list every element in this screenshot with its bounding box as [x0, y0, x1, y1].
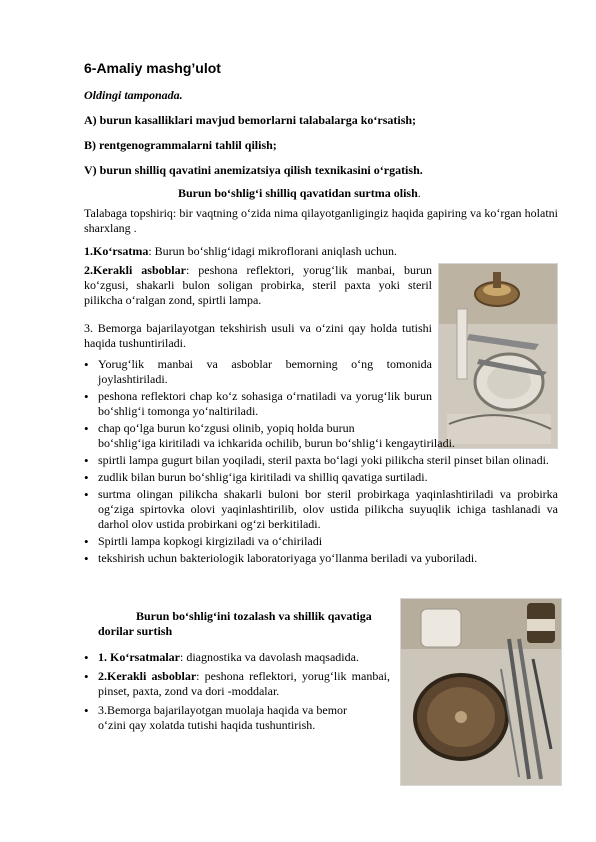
list-item: • peshona reflektori chap ko‘z sohasiga o‘rnatiladi va yorug‘lik burun bo‘shlig‘i tomonga yo‘naltiriladi. [84, 389, 432, 419]
list-item: • Yorug‘lik manbai va asboblar bemorning o‘ng tomonida joylashtiriladi. [84, 357, 432, 387]
objective-v: V) burun shilliq qavatini anemizatsiya qilish texnikasini o‘rgatish. [84, 163, 423, 177]
section2-list [84, 650, 390, 733]
objective-a: A) burun kasalliklari mavjud bemorlarni talabalarga ko‘rsatish; [84, 113, 417, 127]
section1-item1-text: : Burun bo‘shlig‘idagi mikroflorani aniqlash uchun. [148, 244, 397, 258]
section1-item3: 3. Bemorga bajarilayotgan tekshirish usuli va o‘zini qay holda tutishi haqida tushuntiriladi. [84, 321, 432, 350]
section1-heading [178, 186, 421, 201]
list-item-continuation: bo‘shlig‘iga kiritiladi va ichkarida ochilib, burun bo‘shlig‘i kengaytiriladi. [98, 436, 455, 450]
section1-heading-text: Burun bo‘shlig‘i shilliq qavatidan surtma olish [178, 186, 418, 200]
section2-item1-label: 1. Ko‘rsatmalar [98, 650, 180, 664]
objective-b: B) rentgenogrammalarni tahlil qilish; [84, 138, 277, 152]
section2-item2-text: : peshona reflektori, yorug‘lik manbai, pinset, paxta, zond va dori -moddalar. [98, 669, 390, 698]
list-item [84, 669, 390, 699]
list-item: • spirtli lampa gugurt bilan yoqiladi, steril paxta bo‘lagi yoki pilikcha steril pinset bilan olinadi. [84, 453, 558, 468]
task-text: Talabaga topshiriq: bir vaqtning o‘zida nima qilayotganligingiz haqida gapiring va ko‘rgan holatni sharxlang . [84, 206, 558, 235]
page-title: 6-Amaliy mashg’ulot [84, 60, 221, 76]
list-item: • zudlik bilan burun bo‘shlig‘iga kiritiladi va shilliq qavatiga surtiladi. [84, 470, 558, 485]
section1-heading-end: . [417, 186, 421, 200]
section1-item2-label: 2.Kerakli asboblar [84, 263, 186, 277]
section1-bullets [84, 357, 558, 566]
list-item [84, 650, 390, 665]
list-item: • Spirtli lampa kopkogi kirgiziladi va o‘chiriladi [84, 534, 558, 549]
section2-heading-text: Burun bo‘shlig‘ini tozalash va shillik qavatiga dorilar surtish [98, 609, 372, 638]
section1-item1-label: 1.Ko‘rsatma [84, 244, 149, 258]
list-item: • 3.Bemorga bajarilayotgan muolaja haqida va bemor o‘zini qay xolatda tutishi haqida tushuntirish. [84, 703, 348, 733]
page-subtitle: Oldingi tamponada. [84, 88, 183, 102]
instruments-photo-2-image [401, 599, 561, 785]
section2-heading [98, 609, 378, 639]
section1-item1 [84, 244, 558, 259]
section2-item2-label: 2.Kerakli asboblar [98, 669, 197, 683]
list-item: • tekshirish uchun bakteriologik laboratoriyaga yo‘llanma beriladi va yuboriladi. [84, 551, 558, 566]
instruments-photo-2 [400, 598, 562, 786]
section2-item1-text: : diagnostika va davolash maqsadida. [179, 650, 359, 664]
list-item-text: chap qo‘lga burun ko‘zgusi olinib, yopiq holda burun [98, 421, 355, 435]
section1-item2 [84, 263, 432, 308]
section1-item2-text: : peshona reflektori, yorug‘lik manbai, burun ko‘zgusi, shakarli bulon soligan probirka, steril paxta yoki steril pilikcha o‘ralgan zond, spirtli lampa. [84, 263, 432, 307]
list-item: • surtma olingan pilikcha shakarli buloni bor steril probirkaga yaqinlashtiriladi va probirka og‘ziga spirtovka olovi yaqinlashtirilib, olov ustida pilikcha suyuqlik ichiga tashlanadi va darhol olov ustida probirkani og‘zi berkitiladi. [84, 487, 558, 532]
list-item [84, 421, 432, 436]
